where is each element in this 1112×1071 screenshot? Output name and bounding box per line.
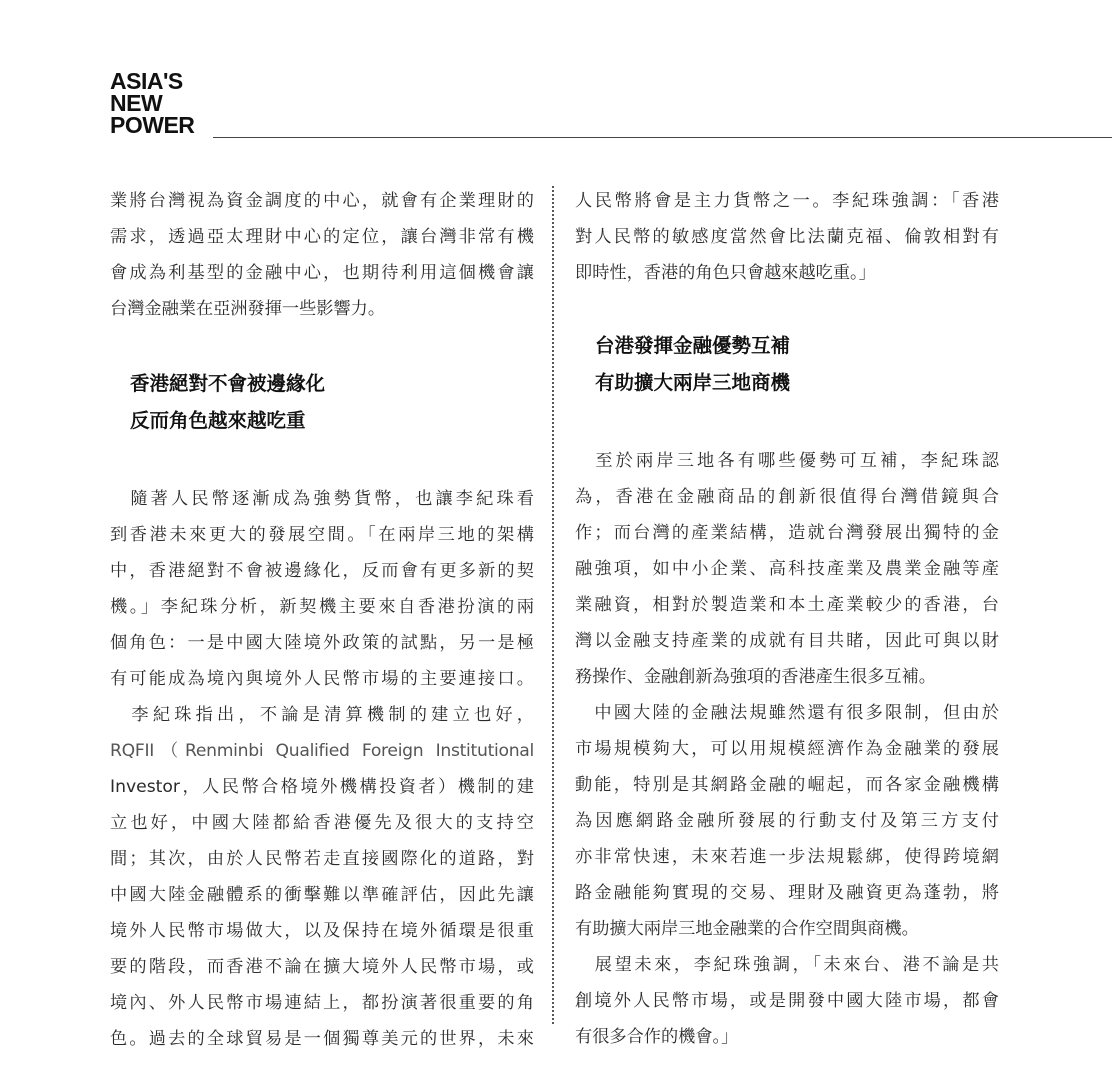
text-line: 作；而台灣的產業結構，造就台灣發展出獨特的金 [575, 523, 999, 543]
text-line: 務操作、金融創新為強項的香港產生很多互補。 [575, 667, 936, 687]
text-line: 灣以金融支持產業的成就有目共睹，因此可與以財 [575, 631, 999, 651]
heading-line: 有助擴大兩岸三地商機 [595, 371, 791, 394]
right-paragraph-2 [575, 695, 999, 947]
heading-line: 香港絕對不會被邊緣化 [130, 372, 326, 395]
text-line: 需求，透過亞太理財中心的定位，讓台灣非常有機 [110, 227, 534, 247]
right-paragraph-3 [575, 947, 999, 1055]
text-line: RQFII（Renminbi Qualified Foreign Institutional [110, 741, 534, 761]
text-line: 有很多合作的機會。」 [575, 1027, 739, 1047]
left-section-heading [110, 365, 534, 439]
masthead-line-2: NEW [110, 90, 163, 116]
text-line: 創境外人民幣市場，或是開發中國大陸市場，都會 [575, 991, 999, 1011]
header-rule [213, 137, 1112, 138]
right-column [575, 183, 999, 1055]
text-line: 為，香港在金融商品的創新很值得台灣借鏡與合 [575, 487, 999, 507]
column-divider [552, 186, 554, 1024]
text-line: 業融資，相對於製造業和本土產業較少的香港，台 [575, 595, 999, 615]
right-paragraph-1 [575, 443, 999, 695]
text-line: 中國大陸的金融法規雖然還有很多限制，但由於 [575, 703, 999, 723]
text-line: 要的階段，而香港不論在擴大境外人民幣市場，或 [110, 957, 534, 977]
text-line: 業將台灣視為資金調度的中心，就會有企業理財的 [110, 191, 534, 211]
right-intro-paragraph [575, 183, 999, 291]
text-line: 融強項，如中小企業、高科技產業及農業金融等產 [575, 559, 999, 579]
masthead-line-1: ASIA'S [110, 68, 183, 94]
text-line: 動能，特別是其網路金融的崛起，而各家金融機構 [575, 775, 999, 795]
text-line: 境內、外人民幣市場連結上，都扮演著很重要的角 [110, 993, 534, 1013]
text-line: 李紀珠指出，不論是清算機制的建立也好， [110, 705, 534, 725]
text-line: 隨著人民幣逐漸成為強勢貨幣，也讓李紀珠看 [110, 489, 534, 509]
text-line: 會成為利基型的金融中心，也期待利用這個機會讓 [110, 263, 534, 283]
text-line: 路金融能夠實現的交易、理財及融資更為蓬勃，將 [575, 883, 999, 903]
left-column [110, 183, 534, 1057]
text-line: 市場規模夠大，可以用規模經濟作為金融業的發展 [575, 739, 999, 759]
text-line: 台灣金融業在亞洲發揮一些影響力。 [110, 299, 386, 319]
left-paragraph-2 [110, 697, 534, 1057]
text-line: 中，香港絕對不會被邊緣化，反而會有更多新的契 [110, 561, 534, 581]
text-line: 個角色：一是中國大陸境外政策的試點，另一是極 [110, 633, 534, 653]
text-line: 中國大陸金融體系的衝擊難以準確評估，因此先讓 [110, 885, 534, 905]
text-line: 至於兩岸三地各有哪些優勢可互補，李紀珠認 [575, 451, 999, 471]
text-line: 到香港未來更大的發展空間。「在兩岸三地的架構 [110, 525, 534, 545]
text-line: Investor，人民幣合格境外機構投資者）機制的建 [110, 777, 534, 797]
text-line: 有助擴大兩岸三地金融業的合作空間與商機。 [575, 919, 919, 939]
magazine-masthead [110, 70, 194, 136]
text-line: 間；其次，由於人民幣若走直接國際化的道路，對 [110, 849, 534, 869]
text-line: 機。」李紀珠分析，新契機主要來自香港扮演的兩 [110, 597, 534, 617]
text-line: 立也好，中國大陸都給香港優先及很大的支持空 [110, 813, 534, 833]
masthead-line-3: POWER [110, 112, 195, 138]
text-line: 有可能成為境內與境外人民幣市場的主要連接口。 [110, 669, 534, 689]
text-line: 對人民幣的敏感度當然會比法蘭克福、倫敦相對有 [575, 227, 999, 247]
text-line: 色。過去的全球貿易是一個獨尊美元的世界，未來 [110, 1029, 534, 1049]
heading-line: 台港發揮金融優勢互補 [595, 334, 791, 357]
left-paragraph-1 [110, 481, 534, 697]
text-line: 亦非常快速，未來若進一步法規鬆綁，使得跨境網 [575, 847, 999, 867]
left-intro-paragraph [110, 183, 534, 327]
right-section-heading [575, 327, 999, 401]
text-line: 境外人民幣市場做大，以及保持在境外循環是很重 [110, 921, 534, 941]
text-line: 即時性，香港的角色只會越來越吃重。」 [575, 263, 876, 283]
text-line: 為因應網路金融所發展的行動支付及第三方支付 [575, 811, 999, 831]
text-line: 人民幣將會是主力貨幣之一。李紀珠強調：「香港 [575, 191, 999, 211]
heading-line: 反而角色越來越吃重 [130, 409, 306, 432]
text-line: 展望未來，李紀珠強調，「未來台、港不論是共 [575, 955, 999, 975]
